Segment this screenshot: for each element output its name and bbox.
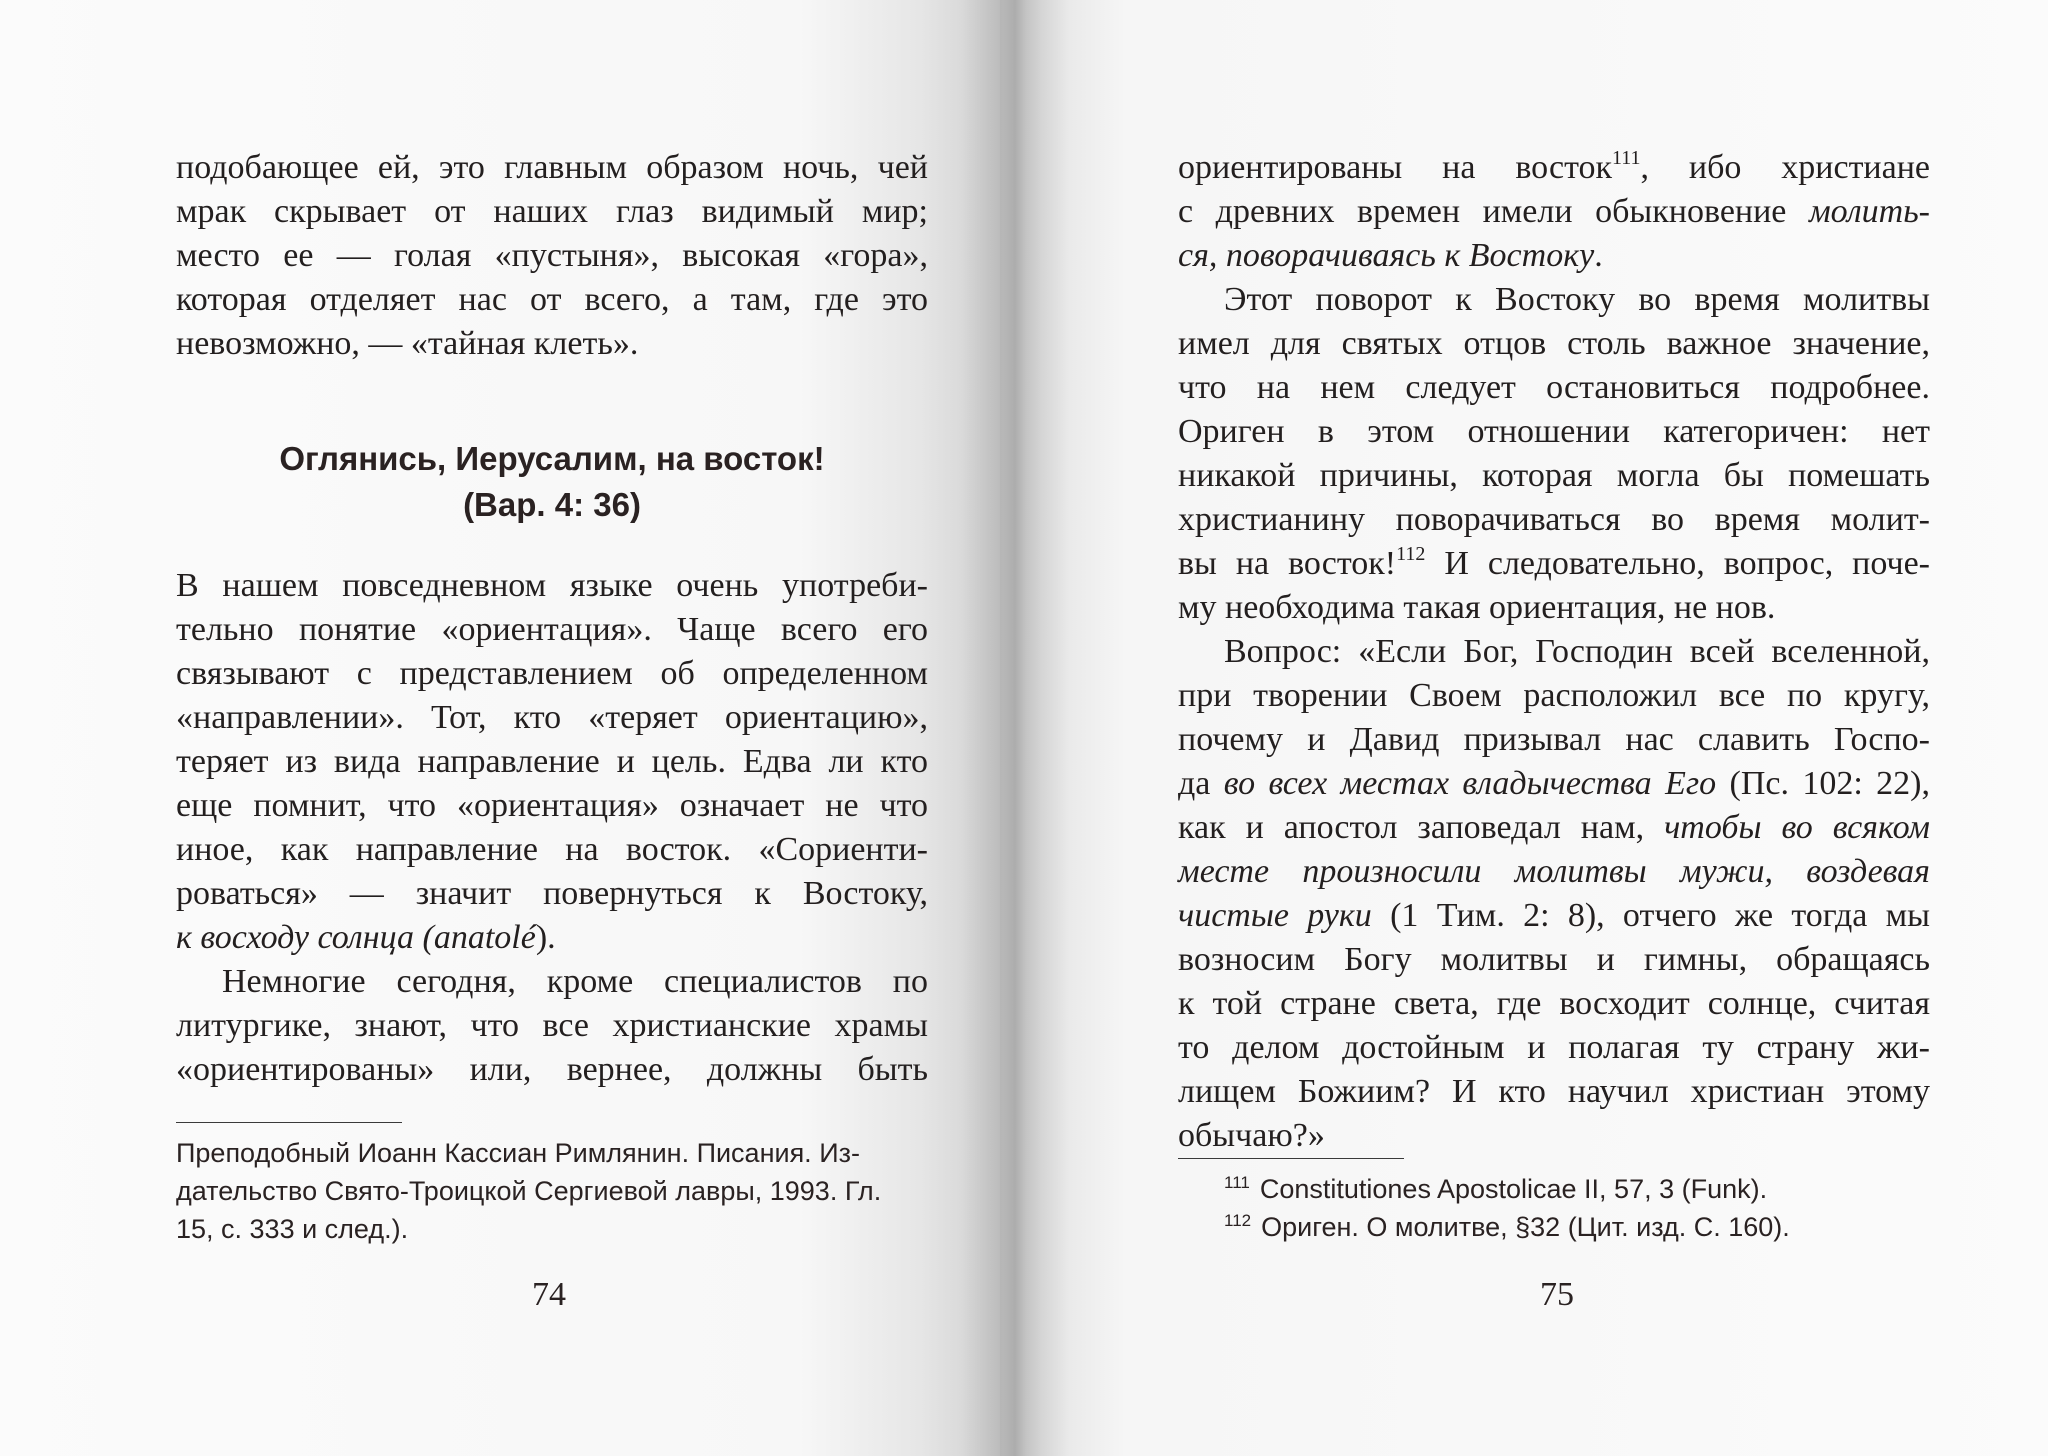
footnote-line: дательство Свято-Троицкой Сергиевой лавры, 1993. Гл. (176, 1176, 882, 1206)
text-line (1178, 806, 1930, 850)
text-fragment: да (1178, 765, 1224, 802)
footnote-112 (1224, 1208, 1790, 1246)
text-line: «ориентированы» или, вернее, должны быть (176, 1051, 928, 1088)
text-line: то делом достойным и полагая ту страну жи- (1178, 1029, 1930, 1066)
text-line: Этот поворот к Востоку во время молитвы (1224, 281, 1930, 318)
right-paragraph-1 (1178, 146, 1930, 278)
text-line: никакой причины, которая могла бы помешать (1178, 457, 1930, 494)
footnote-text: Constitutiones Apostolicae II, 57, 3 (Funk). (1259, 1174, 1768, 1204)
text-line: В нашем повседневном языке очень употреби- (176, 567, 928, 604)
footnote-rule (1178, 1158, 1404, 1159)
text-line: роваться» — значит повернуться к Востоку, (176, 875, 928, 912)
text-line: место ее — голая «пустыня», высокая «гора», (176, 237, 928, 274)
text-line: подобающее ей, это главным образом ночь, чей (176, 149, 928, 186)
text-line: Ориген в этом отношении категоричен: нет (1178, 413, 1930, 450)
italic-text: к восходу солнца ( (176, 919, 434, 956)
section-heading (176, 436, 928, 528)
text-line: почему и Давид призывал нас славить Госпо- (1178, 721, 1930, 758)
left-paragraph-2 (176, 960, 928, 1092)
text-fragment: , ибо христиане (1640, 149, 1930, 186)
left-top-paragraph (176, 146, 928, 366)
text-line: обычаю?» (1178, 1117, 1325, 1154)
section-heading-reference: (Вар. 4: 36) (463, 486, 641, 523)
text-line: при творении Своем расположил все по кругу, (1178, 677, 1930, 714)
text-line: Немногие сегодня, кроме специалистов по (222, 963, 928, 1000)
text-line: лищем Божиим? И кто научил христиан этому (1178, 1073, 1930, 1110)
right-paragraph-3 (1178, 630, 1930, 1158)
italic-text: чистые руки (1178, 897, 1372, 934)
text-line: которая отделяет нас от всего, а там, где это (176, 281, 928, 318)
text-line: христианину поворачиваться во время молит- (1178, 501, 1930, 538)
text-line: что на нем следует остановиться подробнее. (1178, 369, 1930, 406)
italic-text: молить- (1808, 193, 1930, 230)
left-paragraph-1 (176, 564, 928, 960)
page-number: 75 (1540, 1276, 1574, 1313)
text-line (1178, 146, 1930, 190)
book-gutter-shadow (960, 0, 1070, 1456)
text-line: связывают с представлением об определенном (176, 655, 928, 692)
italic-text: во всех местах владычества Его (1223, 765, 1717, 802)
text-line: еще помнит, что «ориентация» означает не что (176, 787, 928, 824)
text-line (176, 916, 928, 960)
right-paragraph-2 (1178, 278, 1930, 630)
text-line (1178, 762, 1930, 806)
text-line: тельно понятие «ориентация». Чаще всего его (176, 611, 928, 648)
text-fragment: как и апостол заповедал нам, (1178, 809, 1665, 846)
text-fragment: . (1594, 237, 1603, 274)
text-line (1178, 542, 1930, 586)
footnote-line: Преподобный Иоанн Кассиан Римлянин. Писания. Из- (176, 1138, 860, 1168)
right-footnotes (1224, 1170, 1790, 1246)
text-line: му необходима такая ориентация, не нов. (1178, 589, 1776, 626)
text-line: иное, как направление на восток. «Сориенти- (176, 831, 928, 868)
text-fragment: И следовательно, вопрос, поче- (1425, 545, 1930, 582)
italic-text: чтобы во всяком (1664, 809, 1930, 846)
text-fragment: ). (535, 919, 556, 956)
italic-text: ся, поворачиваясь к Востоку (1178, 237, 1595, 274)
footnote-text: Ориген. О молитве, §32 (Цит. изд. С. 160). (1261, 1212, 1790, 1242)
text-line: мрак скрывает от наших глаз видимый мир; (176, 193, 928, 230)
right-page (1000, 0, 2048, 1456)
text-line (1178, 190, 1930, 234)
page-number: 74 (532, 1276, 566, 1313)
text-line (1178, 894, 1930, 938)
footnote-number: 112 (1224, 1211, 1252, 1230)
footnote-ref: 112 (1396, 543, 1426, 565)
text-line: Вопрос: «Если Бог, Господин всей вселенной, (1224, 633, 1930, 670)
text-line (1178, 234, 1930, 278)
text-line: теряет из вида направление и цель. Едва ли кто (176, 743, 928, 780)
text-line: возносим Богу молитвы и гимны, обращаясь (1178, 941, 1930, 978)
text-fragment: вы на восток! (1178, 545, 1397, 582)
footnote-number: 111 (1224, 1173, 1250, 1192)
text-line: «направлении». Тот, кто «теряет ориентацию», (176, 699, 928, 736)
text-fragment: (Пс. 102: 22), (1716, 765, 1930, 802)
italic-text: месте произносили молитвы мужи, воздевая (1178, 853, 1930, 890)
footnote-111 (1224, 1170, 1790, 1208)
footnote-line: 15, с. 333 и след.). (176, 1214, 409, 1244)
text-fragment: (1 Тим. 2: 8), отчего же тогда мы (1371, 897, 1931, 934)
text-fragment: с древних времен имели обыкновение (1178, 193, 1809, 230)
left-page (0, 0, 1000, 1456)
text-line: литургике, знают, что все христианские храмы (176, 1007, 928, 1044)
section-heading-title: Оглянись, Иерусалим, на восток! (279, 440, 825, 477)
text-line: имел для святых отцов столь важное значение, (1178, 325, 1930, 362)
text-fragment: ориентированы на восток (1178, 149, 1613, 186)
text-line (1178, 850, 1930, 894)
footnote-ref: 111 (1612, 147, 1641, 169)
text-line: невозможно, — «тайная клеть». (176, 325, 639, 362)
footnote-rule (176, 1122, 402, 1123)
text-line: к той стране света, где восходит солнце, считая (1178, 985, 1930, 1022)
left-footnote (176, 1134, 881, 1248)
italic-text: anatolé (433, 919, 536, 956)
